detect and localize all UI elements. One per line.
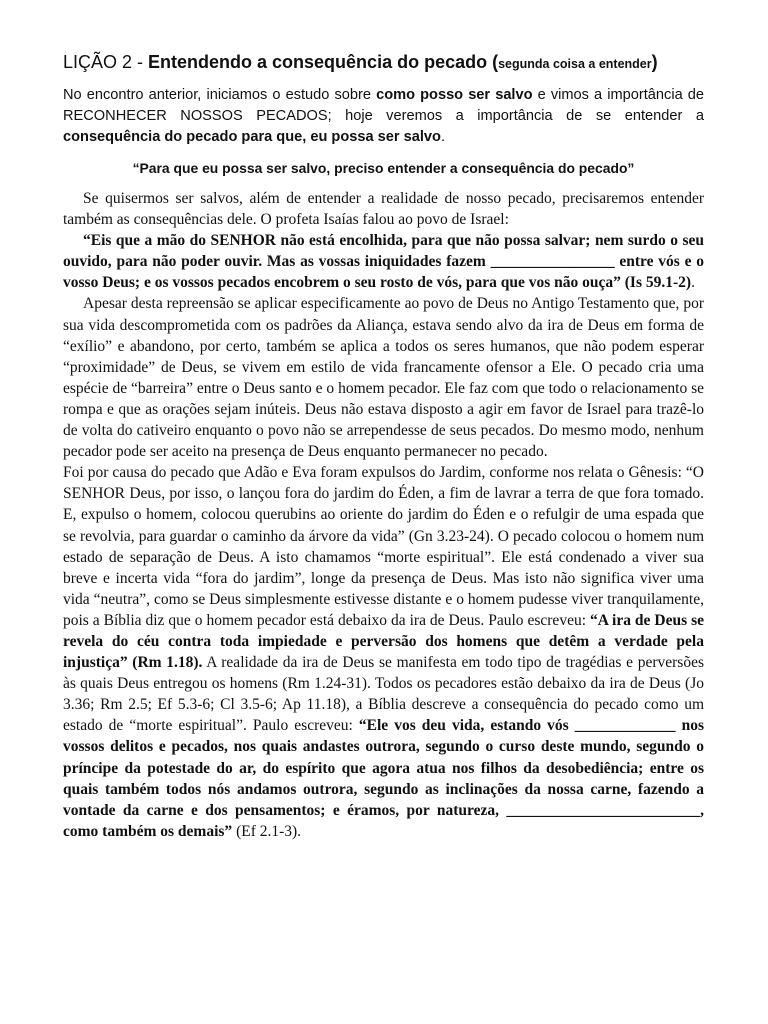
lesson-subtitle: segunda coisa a entender xyxy=(498,57,652,71)
intro-text-1: No encontro anterior, iniciamos o estudo sobre xyxy=(63,87,377,103)
intro-text-2: e vimos a importância de RECONHECER NOSSOS PECADOS; hoje veremos a importância de se entender a xyxy=(63,87,705,124)
isaiah-quote-end: . xyxy=(691,274,695,292)
intro-bold-1: como posso ser salvo xyxy=(376,87,533,103)
p4-text-1: Foi por causa do pecado que Adão e Eva foram expulsos do Jardim, conforme nos relata o Gênesis: “O SENHOR Deus, por isso, o lançou fora do jardim do Éden, a fim de lavrar a terra de que fora tomado. E, expulso o homem, colocou querubins ao oriente do jardim do Éden e o refulgir de uma espada que se revolvia, para guardar o caminho da árvore da vida” (Gn 3.23-24). O pecado colocou o homem num estado de separação de Deus. A isto chamamos “morte espiritual”. Ele está condenado a viver sua breve e incerta vida “fora do jardim”, longe da presença de Deus. Mas isto não significa viver uma vida “neutra”, como se Deus simplesmente estivesse distante e o homem pudesse viver tranquilamente, pois a Bíblia diz que o homem pecador está debaixo da ira de Deus. Paulo escreveu: xyxy=(63,464,704,629)
subtitle-paren-close: ) xyxy=(651,52,658,72)
isaiah-quote-text: “Eis que a mão do SENHOR não está encolhida, para que não possa salvar; nem surdo o seu ouvido, para não poder ouvir. Mas as vossas iniquidades fazem ________________ entre vós e o vosso Deus; e os vossos pecados encobrem o seu rosto de vós, para que vos não ouça” (Is 59.1-2) xyxy=(63,232,704,292)
paragraph-4 xyxy=(63,462,704,842)
p4-text-3: (Ef 2.1-3). xyxy=(232,822,302,840)
paragraph-1: Se quisermos ser salvos, além de entender a realidade de nosso pecado, precisaremos entender também as consequências dele. O profeta Isaías falou ao povo de Israel: xyxy=(63,190,704,229)
lesson-number: LIÇÃO 2 - xyxy=(63,52,149,72)
key-quote: “Para que eu possa ser salvo, preciso entender a consequência do pecado” xyxy=(132,160,635,176)
p4-ephesians-quote: “Ele vos deu vida, estando vós _____________ nos vossos delitos e pecados, nos quais andastes outrora, segundo o curso deste mundo, segundo o príncipe da potestade do ar, do espírito que agora atua nos filhos da desobediência; entre os quais também todos nós andamos outrora, segundo as inclinações da nossa carne, fazendo a vontade da carne e dos pensamentos; e éramos, por natureza, _________________________, como também os demais” xyxy=(63,717,704,840)
subtitle-paren-open: ( xyxy=(487,52,499,72)
lesson-page xyxy=(63,50,704,842)
p4-text-2: A realidade da ira de Deus se manifesta em todo tipo de tragédias e perversões às quais Deus entregou os homens (Rm 1.24-31). Todos os pecadores estão debaixo da ira de Deus (Jo 3.36; Rm 2.5; Ef 5.3-6; Cl 3.5-6; Ap 11.18), a Bíblia descreve a consequência do pecado como um estado de “morte espiritual”. Paulo escreveu: xyxy=(63,654,704,735)
lesson-title xyxy=(63,50,704,76)
lesson-topic: Entendendo a consequência do pecado xyxy=(148,52,488,72)
intro-text-3: . xyxy=(440,129,446,145)
intro-paragraph xyxy=(63,85,704,148)
p4-romans-quote: “A ira de Deus se revela do céu contra toda impiedade e perversão dos homens que detêm a verdade pela injustiça” (Rm 1.18). xyxy=(63,611,704,672)
paragraph-isaiah-quote xyxy=(63,230,704,293)
paragraph-3: Apesar desta repreensão se aplicar especificamente ao povo de Deus no Antigo Testamento que, por sua vida descomprometida com os padrões da Aliança, estava sendo alvo da ira de Deus em forma de “exílio” e abandono, por certo, também se aplica a todos os seres humanos, que não podem esperar “proximidade” de Deus, se vivem em estilo de vida francamente ofensor a Ele. O pecado cria uma espécie de “barreira” entre o Deus santo e o homem pecador. Ele faz com que todo o relacionamento se rompa e que as orações sejam inúteis. Deus não estava disposto a agir em favor de Israel para trazê-lo de volta do cativeiro enquanto o povo não se arrependesse de seus pecados. Do mesmo modo, nenhum pecador pode ser aceito na presença de Deus enquanto permanecer no pecado. xyxy=(63,295,704,461)
intro-bold-2: consequência do pecado para que, eu possa ser salvo xyxy=(63,129,441,145)
